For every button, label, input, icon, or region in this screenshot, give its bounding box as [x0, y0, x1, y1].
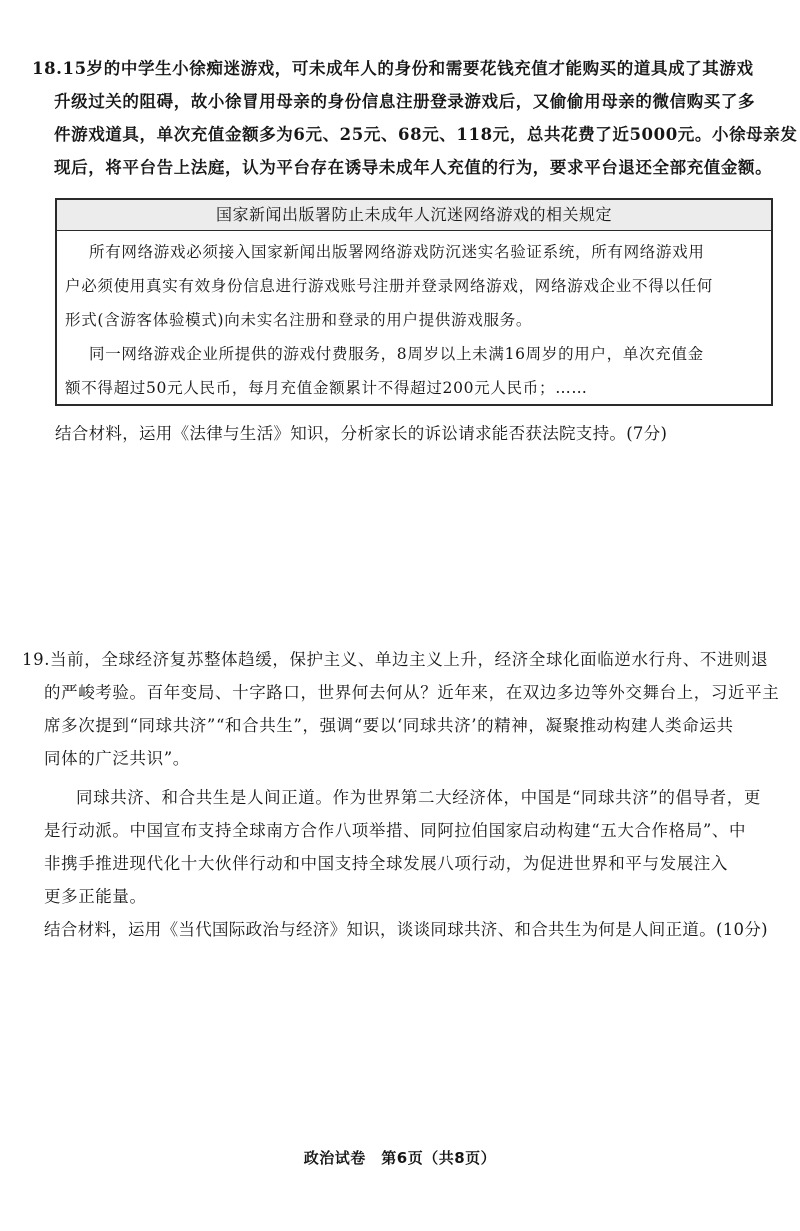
q19-para2-line-2: 是行动派。中国宣布支持全球南方合作八项举措、同阿拉伯国家启动构建“五大合作格局”、中 [44, 821, 747, 840]
q18-prompt: 结合材料，运用《法律与生活》知识，分析家长的诉讼请求能否获法院支持。(7分) [55, 424, 668, 443]
q18-line-1: 18.15岁的中学生小徐痴迷游戏，可未成年人的身份和需要花钱充值才能购买的道具成了其游戏 [32, 59, 754, 78]
regulation-line: 所有网络游戏必须接入国家新闻出版署网络游戏防沉迷实名验证系统，所有网络游戏用 [89, 243, 705, 261]
q18-line-4: 现后，将平台告上法庭，认为平台存在诱导未成年人充值的行为，要求平台退还全部充值金额。 [54, 158, 773, 177]
regulation-line: 额不得超过50元人民币，每月充值金额累计不得超过200元人民币；…… [65, 379, 588, 397]
question-19 [22, 643, 782, 946]
q18-number: 18. [32, 59, 63, 78]
q19-line-1: 19.当前，全球经济复苏整体趋缓，保护主义、单边主义上升，经济全球化面临逆水行舟、不进则退 [22, 650, 769, 669]
q18-line-2: 升级过关的阻碍，故小徐冒用母亲的身份信息注册登录游戏后，又偷偷用母亲的微信购买了多 [54, 92, 756, 111]
q19-para2-line-1: 同球共济、和合共生是人间正道。作为世界第二大经济体，中国是“同球共济”的倡导者，更 [76, 788, 761, 807]
q19-material-paragraph [22, 781, 782, 913]
regulation-line: 形式(含游客体验模式)向未实名注册和登录的用户提供游戏服务。 [65, 311, 533, 329]
regulation-title: 国家新闻出版署防止未成年人沉迷网络游戏的相关规定 [57, 200, 771, 231]
regulation-line: 户必须使用真实有效身份信息进行游戏账号注册并登录网络游戏，网络游戏企业不得以任何 [65, 277, 714, 295]
q19-line-2: 的严峻考验。百年变局、十字路口，世界何去何从？近年来，在双边多边等外交舞台上，习近平主 [44, 683, 780, 702]
question-18 [32, 52, 798, 184]
q18-line-3: 件游戏道具，单次充值金额多为6元、25元、68元、118元，总共花费了近5000元。小徐母亲发 [54, 125, 798, 144]
regulation-line: 同一网络游戏企业所提供的游戏付费服务，8周岁以上未满16周岁的用户，单次充值金 [89, 345, 704, 363]
q19-para2-line-3: 非携手推进现代化十大伙伴行动和中国支持全球发展八项行动，为促进世界和平与发展注入 [44, 854, 728, 873]
regulation-box [55, 198, 773, 406]
q19-line-3: 席多次提到“同球共济”“和合共生”，强调“要以‘同球共济’的精神，凝聚推动构建人类命运共 [44, 716, 734, 735]
q19-para2-line-4: 更多正能量。 [44, 887, 147, 906]
q19-number: 19. [22, 650, 51, 669]
regulation-body [57, 231, 771, 405]
q19-prompt: 结合材料，运用《当代国际政治与经济》知识，谈谈同球共济、和合共生为何是人间正道。(10分) [44, 920, 768, 939]
page-footer: 政治试卷 第6页（共8页） [303, 1149, 497, 1167]
q19-line-4: 同体的广泛共识”。 [44, 749, 190, 768]
